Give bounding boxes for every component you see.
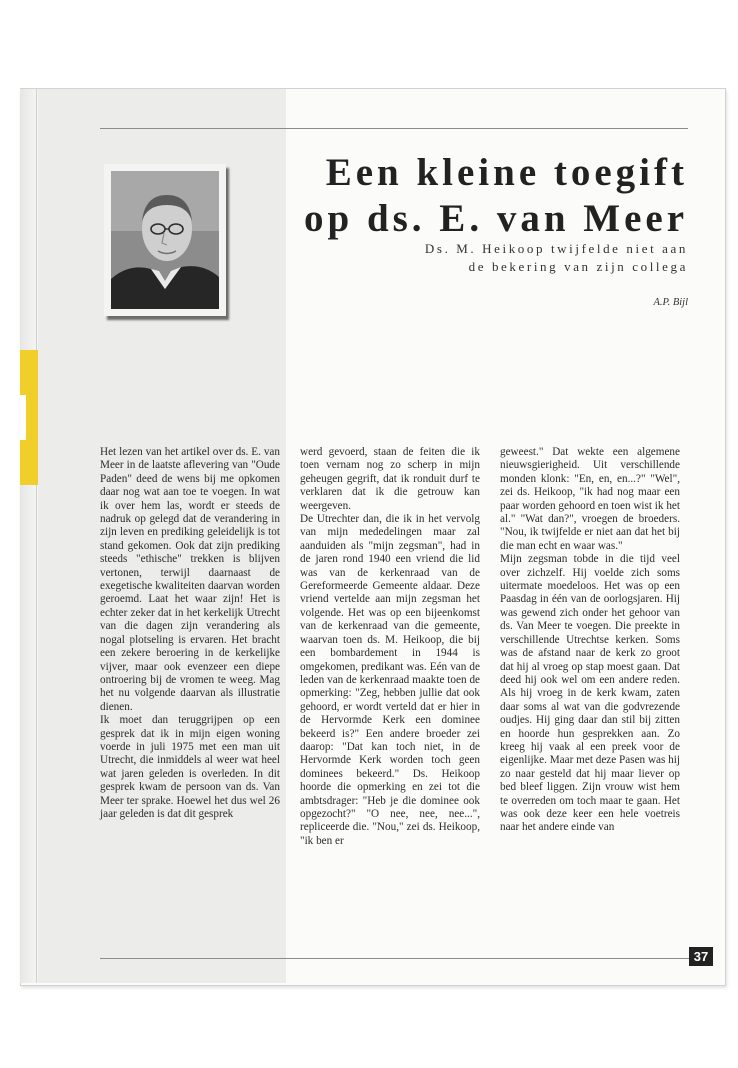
subtitle-line-1: Ds. M. Heikoop twijfelde niet aan [424, 241, 688, 256]
paragraph: De Utrechter dan, die ik in het vervolg van mijn mededelingen maar zal aanduiden als "mijn zegsman", had in de jaren rond 1940 een vriend die lid was van de kerkenraad van de Gereformeerde Gemeente aldaar. Deze vriend vertelde aan mijn zegsman het volgende. Het was op een bijeenkomst van de kerkenraad van die gemeente, waarvan toen ds. M. Heikoop, die bij een bombardement in 1944 is omgekomen, predikant was. Eén van de leden van de kerkenraad maakte toen de opmerking: "Zeg, hebben jullie dat ook gehoord, er wordt verteld dat er hier in de Hervormde Kerk een dominee bekeerd is?" Een andere broeder zei daarop: "Dat kan toch niet, in de Hervormde Kerk worden toch geen dominees bekeerd." Ds. Heikoop hoorde die opmerking en zei tot die ambtsdrager: "Heb je die dominee ook opgezocht?" "O nee, nee, nee...", repliceerde die. "Nou," zei ds. Heikoop, "ik ben er [300, 513, 480, 847]
paragraph: Mijn zegsman tobde in die tijd veel over zichzelf. Hij voelde zich soms uitermate moedeloos. Het was op een Paasdag in één van de oorlogsjaren. Hij was gewend zich onder het gehoor van ds. Van Meer te voegen. Die preekte in verschillende Utrechtse kerken. Soms was de afstand naar de kerk zo groot dat hij al vroeg op stap moest gaan. Dat deed hij ook wel om een andere reden. Als hij vroeg in de kerk kwam, zaten daar soms al wat van die godvrezende oudjes. Hij ging daar dan stil bij zitten en hoorde hun gesprekken aan. Zo kreeg hij vaak al een preek voor de eigenlijke. Maar met deze Pasen was hij zo naar gesteld dat hij maar liever op bed bleef liggen. Zijn vrouw wist hem te overreden om toch maar te gaan. Het was ook deze keer een hele voetreis naar het andere einde van [500, 553, 680, 834]
author-byline: A.P. Bijl [653, 297, 688, 308]
subtitle-line-2: de bekering van zijn collega [468, 259, 688, 274]
text-column-1 [100, 446, 280, 821]
title-line-2: op ds. E. van Meer [304, 197, 688, 240]
footer-rule [100, 958, 690, 959]
page-number: 37 [689, 947, 713, 966]
paragraph: geweest." Dat wekte een algemene nieuwsgierigheid. Uit verschillende monden klonk: "En, en, en...?" "Wel", zei ds. Heikoop, "ik had nog maar een paar worden gehoord en toen wist ik het al." "Wat dan?", vroegen de broeders. "Nou, ik twijfelde er niet aan dat het bij die man echt en waar was." [500, 446, 680, 552]
article-title [304, 150, 688, 242]
paragraph: werd gevoerd, staan de feiten die ik toen vernam nog zo scherp in mijn geheugen gegrift, dat ik ronduit durf te verklaren dat ik die getrouw kan weergeven. [300, 446, 480, 512]
spine-line [36, 89, 37, 983]
header-rule [100, 128, 688, 129]
portrait-illustration [111, 171, 219, 309]
section-tab-notch [20, 395, 26, 440]
article-subtitle [425, 240, 688, 276]
portrait-photo-frame [104, 164, 226, 316]
title-line-1: Een kleine toegift [325, 151, 688, 194]
paragraph: Ik moet dan teruggrijpen op een gesprek dat ik in mijn eigen woning voerde in juli 1975 met een man uit Utrecht, die inmiddels al weer wat heel wat jaren geleden is overleden. In dit gesprek kwam de persoon van ds. Van Meer ter sprake. Hoewel het dus wel 26 jaar geleden is dat dit gesprek [100, 714, 280, 820]
text-column-2 [300, 446, 480, 848]
portrait-photo [111, 171, 219, 309]
text-column-3 [500, 446, 680, 835]
paragraph: Het lezen van het artikel over ds. E. van Meer in de laatste aflevering van "Oude Paden" deed de wens bij me opkomen daar nog wat aan toe te voegen. In wat ik over hem las, wordt er steeds de nadruk op gelegd dat de verandering in zijn leven en prediking geleidelijk is tot stand gekomen. Ook dat zijn prediking steeds "ethische" trekken is blijven vertonen, terwijl daarnaast de exegetische kwaliteiten daarvan worden geroemd. Laat het waar zijn! Het is echter zeker dat in het kerkelijk Utrecht van die dagen zijn verandering als nogal plotseling is ervaren. Het bracht een zekere beroering in de kerkelijke vijver, maar ook evenzeer een diepe ontroering bij de vromen te weeg. Mag het nu volgende daarvan als illustratie dienen. [100, 446, 280, 713]
